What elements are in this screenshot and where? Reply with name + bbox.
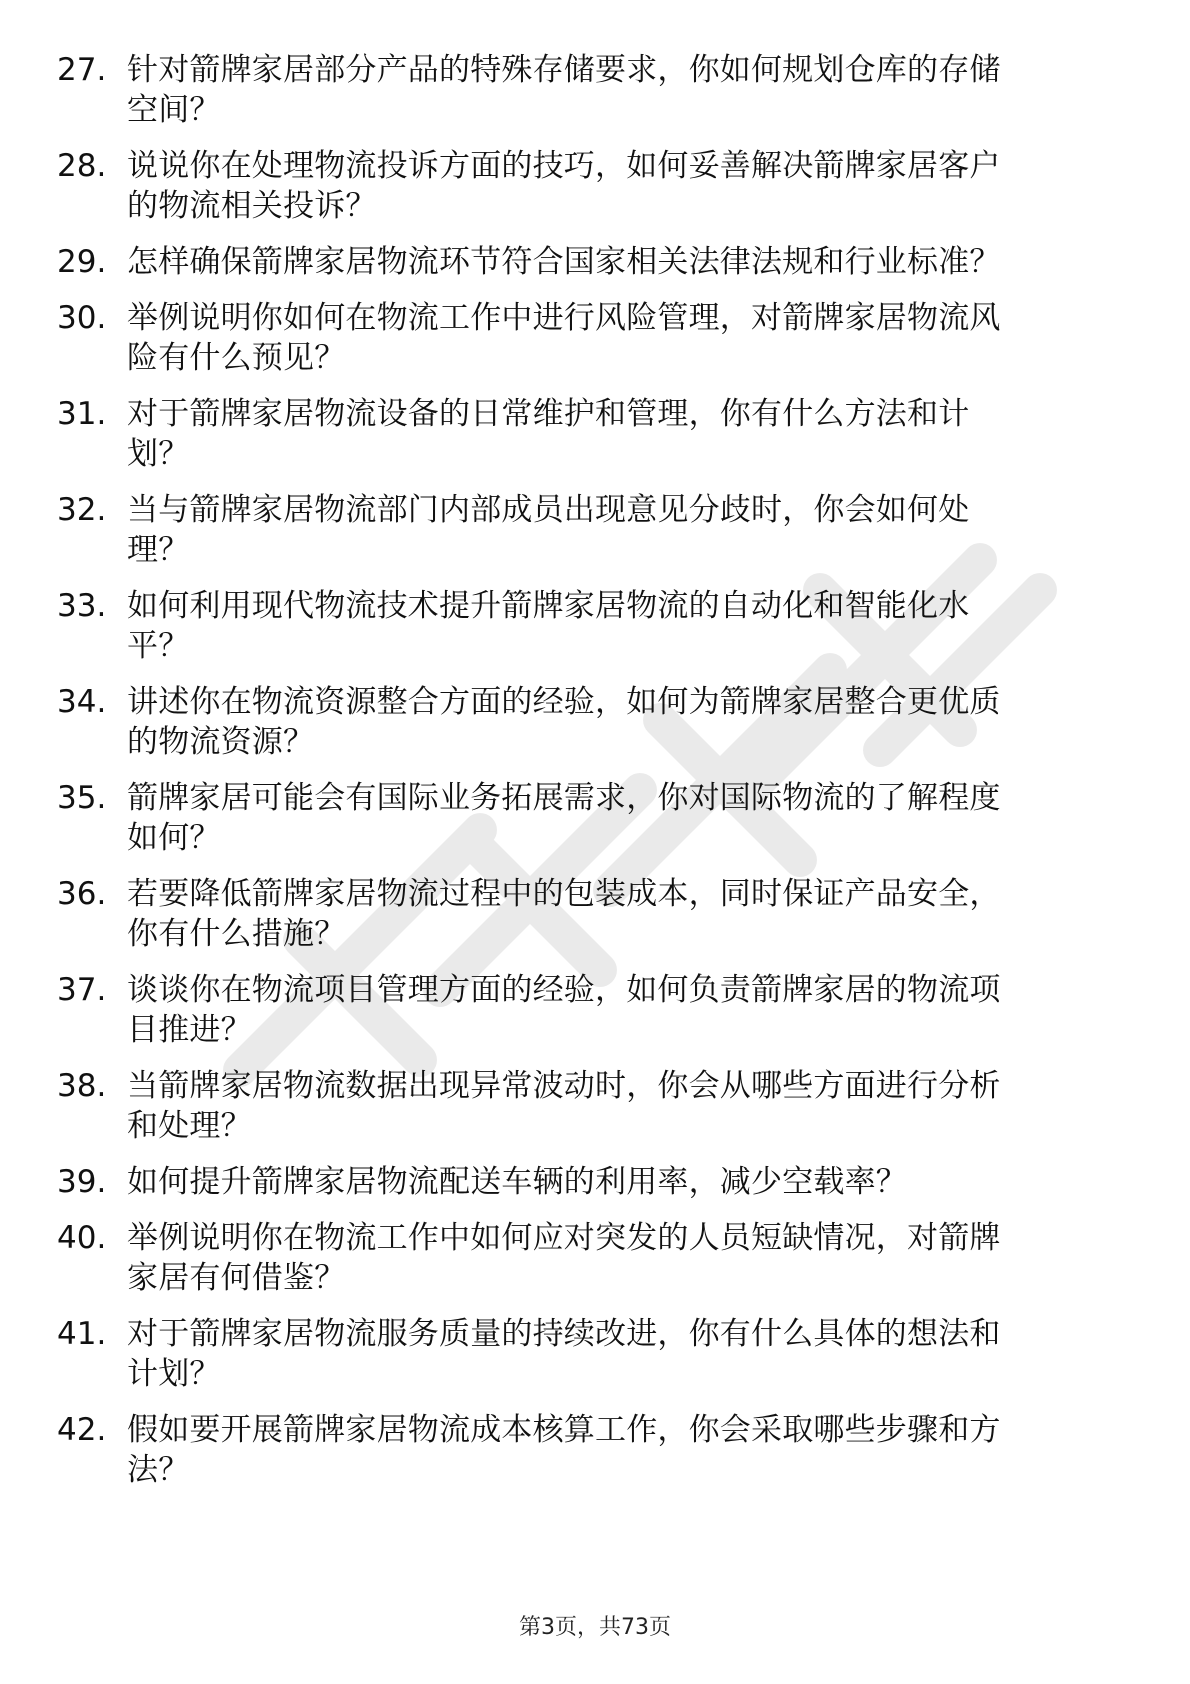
question-text: 当箭牌家居物流数据出现异常波动时，你会从哪些方面进行分析 和处理？	[127, 1068, 1001, 1144]
question-number: 29.	[57, 244, 107, 280]
question-text: 箭牌家居可能会有国际业务拓展需求，你对国际物流的了解程度 如何？	[127, 780, 1001, 856]
question-number: 36.	[57, 876, 107, 912]
question-text: 对于箭牌家居物流设备的日常维护和管理，你有什么方法和计 划？	[127, 396, 970, 472]
question-number: 27.	[57, 52, 107, 88]
question-number: 42.	[57, 1412, 107, 1448]
page-footer: 第3页，共73页	[519, 1615, 671, 1640]
question-text: 谈谈你在物流项目管理方面的经验，如何负责箭牌家居的物流项 目推进？	[127, 972, 1001, 1048]
question-number: 30.	[57, 300, 107, 336]
question-number: 32.	[57, 492, 107, 528]
question-number: 28.	[57, 148, 107, 184]
question-number: 37.	[57, 972, 107, 1008]
question-text: 如何提升箭牌家居物流配送车辆的利用率，减少空载率？	[127, 1164, 907, 1200]
question-number: 35.	[57, 780, 107, 816]
question-text: 说说你在处理物流投诉方面的技巧，如何妥善解决箭牌家居客户 的物流相关投诉？	[127, 148, 1001, 224]
question-text: 举例说明你如何在物流工作中进行风险管理，对箭牌家居物流风 险有什么预见？	[127, 300, 1001, 376]
question-text: 讲述你在物流资源整合方面的经验，如何为箭牌家居整合更优质 的物流资源？	[127, 684, 1001, 760]
question-text: 举例说明你在物流工作中如何应对突发的人员短缺情况，对箭牌 家居有何借鉴？	[127, 1220, 1001, 1296]
question-text: 针对箭牌家居部分产品的特殊存储要求，你如何规划仓库的存储 空间？	[127, 52, 1001, 128]
question-text: 假如要开展箭牌家居物流成本核算工作，你会采取哪些步骤和方 法？	[127, 1412, 1001, 1488]
question-number: 38.	[57, 1068, 107, 1104]
question-text: 若要降低箭牌家居物流过程中的包装成本，同时保证产品安全， 你有什么措施？	[127, 876, 1001, 952]
question-number: 31.	[57, 396, 107, 432]
question-number: 34.	[57, 684, 107, 720]
question-text: 怎样确保箭牌家居物流环节符合国家相关法律法规和行业标准？	[127, 244, 1001, 280]
question-number: 41.	[57, 1316, 107, 1352]
question-number: 40.	[57, 1220, 107, 1256]
question-text: 如何利用现代物流技术提升箭牌家居物流的自动化和智能化水 平？	[127, 588, 970, 664]
question-number: 33.	[57, 588, 107, 624]
question-text: 当与箭牌家居物流部门内部成员出现意见分歧时，你会如何处 理？	[127, 492, 970, 568]
question-number: 39.	[57, 1164, 107, 1200]
question-text: 对于箭牌家居物流服务质量的持续改进，你有什么具体的想法和 计划？	[127, 1316, 1001, 1392]
